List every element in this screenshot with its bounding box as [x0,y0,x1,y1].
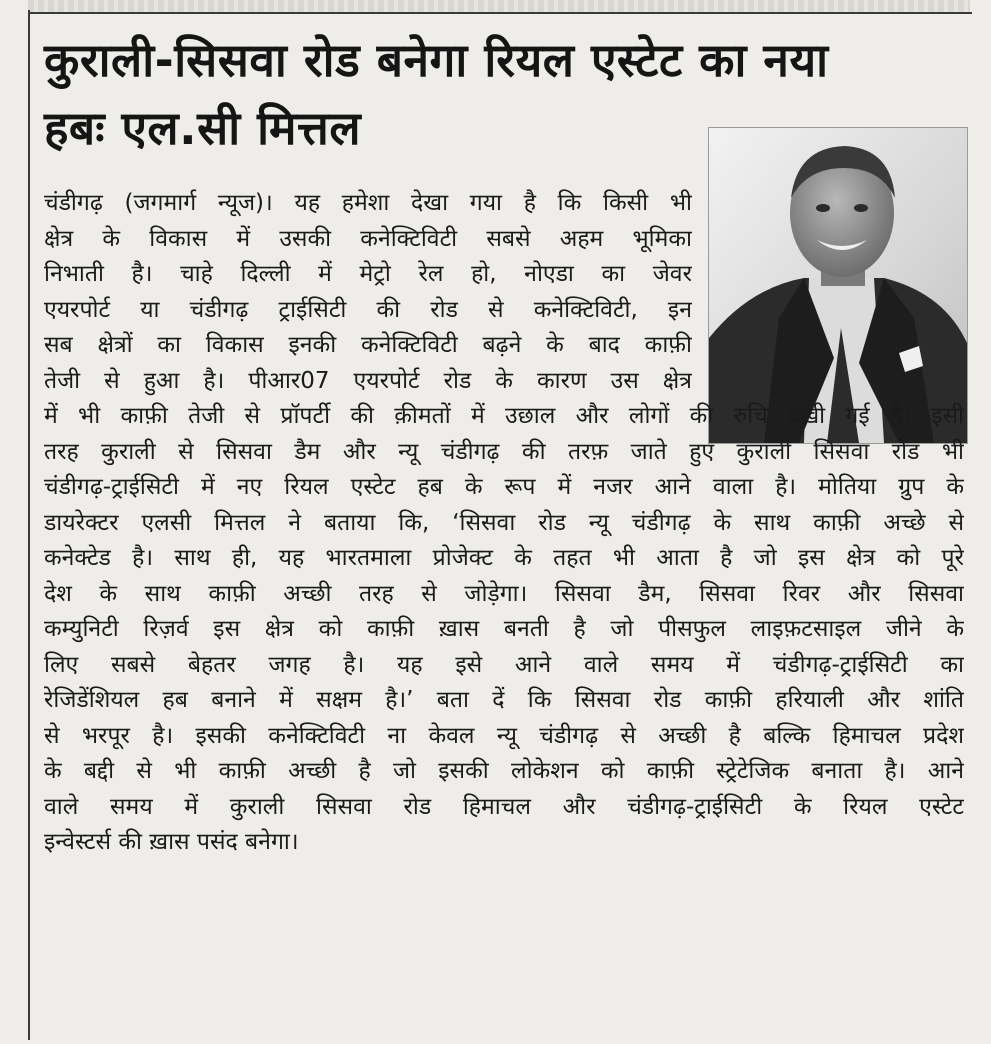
headline-line-1: कुराली-सिसवा रोड बनेगा रियल एस्टेट का नया [44,33,829,87]
top-border-rule [28,12,972,14]
body-line: सब क्षेत्रों का विकास इनकी कनेक्टिविटी बढ़ने के बाद काफ़ी [44,332,692,358]
body-line: वाले समय में कुराली सिसवा रोड हिमाचल और चंडीगढ़-ट्राईसिटी के रियल एस्टेट [44,793,964,820]
body-line: से भरपूर है। इसकी कनेक्टिविटी ना केवल न्यू चंडीगढ़ से अच्छी है बल्कि हिमाचल प्रदेश [44,722,964,749]
body-line: चंडीगढ़-ट्राईसिटी में नए रियल एस्टेट हब के रूप में नजर आने वाला है। मोतिया ग्रुप के [44,474,964,500]
body-line: निभाती है। चाहे दिल्ली में मेट्रो रेल हो, नोएडा का जेवर [44,261,692,287]
body-line: डायरेक्टर एलसी मित्तल ने बताया कि, ‘सिसवा रोड न्यू चंडीगढ़ के साथ काफ़ी अच्छे से [44,509,964,536]
body-line: देश के साथ काफ़ी अच्छी तरह से जोड़ेगा। सिसवा डैम, सिसवा रिवर और सिसवा [44,580,964,607]
article-body [44,186,964,861]
headline-line-2: हबः एल.सी मित्तल [44,101,362,155]
body-line: इन्वेस्टर्स की ख़ास पसंद बनेगा। [44,829,299,855]
body-line: कनेक्टेड है। साथ ही, यह भारतमाला प्रोजेक्ट के तहत भी आता है जो इस क्षेत्र को पूरे [44,545,964,571]
body-line: तेजी से हुआ है। पीआर07 एयरपोर्ट रोड के कारण उस क्षेत्र [44,367,692,394]
body-line: रेजिडेंशियल हब बनाने में सक्षम है।’ बता दें कि सिसवा रोड काफ़ी हरियाली और शांति [44,687,964,713]
body-line: में भी काफ़ी तेजी से प्रॉपर्टी की क़ीमतों में उछाल और लोगों की रुचि देखी गई है। इसी [44,403,964,429]
body-line: क्षेत्र के विकास में उसकी कनेक्टिविटी सबसे अहम भूमिका [44,225,692,252]
body-line: तरह कुराली से सिसवा डैम और न्यू चंडीगढ़ की तरफ़ जाते हुए कुराली सिसवा रोड भी [44,438,964,465]
column-border-rule [28,10,30,1040]
body-line: चंडीगढ़ (जगमार्ग न्यूज)। यह हमेशा देखा गया है कि किसी भी [44,190,692,216]
body-line: लिए सबसे बेहतर जगह है। यह इसे आने वाले समय में चंडीगढ़-ट्राईसिटी का [44,651,964,678]
body-line: कम्युनिटी रिज़र्व इस क्षेत्र को काफ़ी ख़ास बनती है जो पीसफुल लाइफ़टसाइल जीने के [44,616,964,642]
body-line: एयरपोर्ट या चंडीगढ़ ट्राईसिटी की रोड से कनेक्टिविटी, इन [44,296,692,323]
body-line: के बद्दी से भी काफ़ी अच्छी है जो इसकी लोकेशन को काफ़ी स्ट्रेटेजिक बनाता है। आने [44,758,964,784]
